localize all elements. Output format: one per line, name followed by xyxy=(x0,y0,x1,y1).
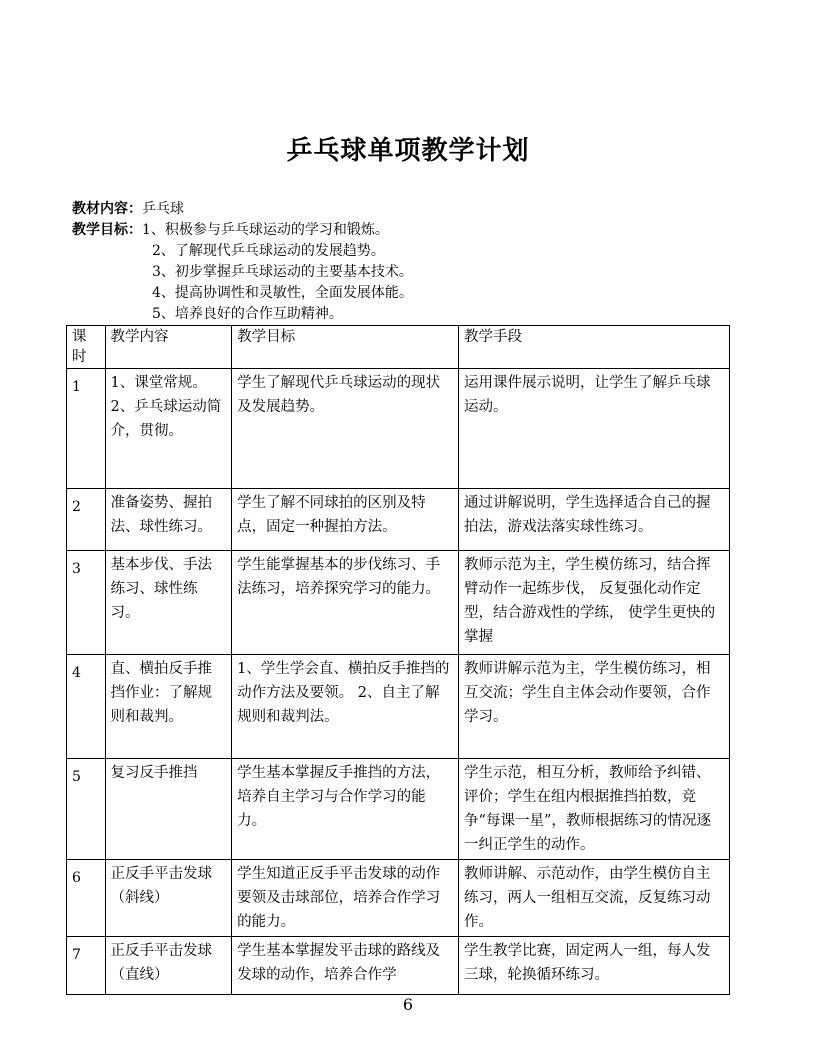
goal-item: 1、积极参与乒乓球运动的学习和锻炼。 xyxy=(142,222,389,238)
material-line xyxy=(72,199,732,220)
table-row xyxy=(67,655,730,759)
cell-method: 学生教学比赛，固定两人一组，每人发三球，轮换循环练习。 xyxy=(459,937,730,995)
cell-period: 4 xyxy=(67,655,106,759)
cell-content: 准备姿势、握拍法、球性练习。 xyxy=(105,489,232,551)
cell-content: 基本步伐、手法练习、球性练习。 xyxy=(105,551,232,655)
table-row xyxy=(67,759,730,860)
cell-period: 5 xyxy=(67,759,106,860)
cell-period: 6 xyxy=(67,860,106,937)
cell-method: 教师示范为主，学生模仿练习，结合挥臂动作一起练步伐， 反复强化动作定型，结合游戏性的学练， 使学生更快的掌握 xyxy=(459,551,730,655)
table-row xyxy=(67,489,730,551)
cell-content: 1、课堂常规。 2、乒乓球运动简介，贯彻。 xyxy=(105,369,232,489)
cell-goal: 学生能掌握基本的步伐练习、手法练习，培养探究学习的能力。 xyxy=(232,551,459,655)
cell-content: 复习反手推挡 xyxy=(105,759,232,860)
cell-period: 3 xyxy=(67,551,106,655)
cell-period: 7 xyxy=(67,937,106,995)
page-title: 乒乓球单项教学计划 xyxy=(286,136,530,166)
header-goal: 教学目标 xyxy=(232,326,459,369)
header-content: 教学内容 xyxy=(105,326,232,369)
cell-content: 直、横拍反手推挡作业：了解规则和裁判。 xyxy=(105,655,232,759)
cell-goal: 学生基本掌握发平击球的路线及发球的动作，培养合作学 xyxy=(232,937,459,995)
cell-goal: 1、学生学会直、横拍反手推挡的动作方法及要领。 2、自主了解规则和裁判法。 xyxy=(232,655,459,759)
goal-item: 5、培养良好的合作互助精神。 xyxy=(152,306,343,322)
goals-block xyxy=(72,220,732,325)
page-number: 6 xyxy=(402,995,414,1014)
cell-content: 正反手平击发球（斜线） xyxy=(105,860,232,937)
material-value: 乒乓球 xyxy=(142,201,184,217)
cell-goal: 学生知道正反手平击发球的动作要领及击球部位，培养合作学习的能力。 xyxy=(232,860,459,937)
goal-item: 4、提高协调性和灵敏性，全面发展体能。 xyxy=(152,285,413,301)
goals-label: 教学目标： xyxy=(72,222,142,238)
goal-item: 2、了解现代乒乓球运动的发展趋势。 xyxy=(152,243,385,259)
cell-method: 教师讲解示范为主，学生模仿练习，相互交流；学生自主体会动作要领，合作学习。 xyxy=(459,655,730,759)
cell-method: 教师讲解、示范动作，由学生模仿自主练习，两人一组相互交流，反复练习动作。 xyxy=(459,860,730,937)
cell-method: 通过讲解说明，学生选择适合自己的握拍法，游戏法落实球性练习。 xyxy=(459,489,730,551)
cell-goal: 学生了解不同球拍的区别及特点，固定一种握拍方法。 xyxy=(232,489,459,551)
cell-method: 运用课件展示说明，让学生了解乒乓球运动。 xyxy=(459,369,730,489)
cell-goal: 学生基本掌握反手推挡的方法，培养自主学习与合作学习的能力。 xyxy=(232,759,459,860)
material-label: 教材内容： xyxy=(72,201,142,217)
cell-period: 1 xyxy=(67,369,106,489)
plan-meta xyxy=(72,199,732,325)
header-method: 教学手段 xyxy=(459,326,730,369)
cell-content: 正反手平击发球（直线） xyxy=(105,937,232,995)
cell-period: 2 xyxy=(67,489,106,551)
goal-row-1 xyxy=(72,220,732,241)
header-period: 课时 xyxy=(67,326,106,369)
goal-item: 3、初步掌握乒乓球运动的主要基本技术。 xyxy=(152,264,413,280)
lesson-plan-table xyxy=(66,325,730,995)
cell-method: 学生示范，相互分析，教师给予纠错、评价；学生在组内根据推挡拍数，竞争“每课一星”，教师根据练习的情况逐一纠正学生的动作。 xyxy=(459,759,730,860)
cell-goal: 学生了解现代乒乓球运动的现状及发展趋势。 xyxy=(232,369,459,489)
table-row xyxy=(67,369,730,489)
table-row xyxy=(67,551,730,655)
table-row xyxy=(67,860,730,937)
table-row xyxy=(67,937,730,995)
table-header-row xyxy=(67,326,730,369)
